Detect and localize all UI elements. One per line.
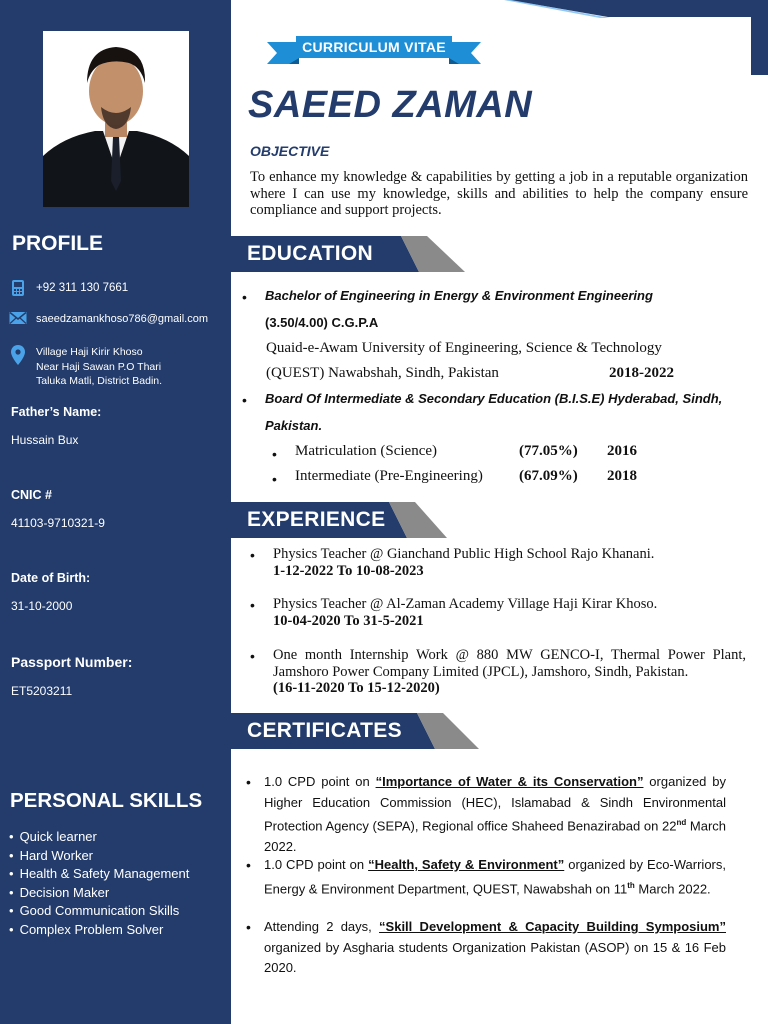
objective-heading: OBJECTIVE	[250, 143, 330, 159]
email-address: saeedzamankhoso786@gmail.com	[36, 313, 208, 325]
experience-text: Physics Teacher @ Gianchand Public High School Rajo Khanani.	[273, 546, 655, 562]
address-line: Taluka Matli, District Badin.	[36, 375, 163, 387]
email-row	[8, 311, 208, 326]
experience-item	[273, 546, 746, 579]
edu-row-year: 2018	[607, 468, 637, 484]
cnic-value: 41103-9710321-9	[11, 516, 105, 530]
certificate-item	[264, 772, 726, 857]
experience-item	[273, 596, 746, 629]
experience-text: Physics Teacher @ Al-Zaman Academy Village Haji Kirar Khoso.	[273, 596, 658, 612]
skills-list	[9, 828, 189, 939]
experience-text: One month Internship Work @ 880 MW GENCO-I, Thermal Power Plant, Jamshoro Power Company Limited (JPCL), Jamshoro, Sindh, Pakistan.	[273, 647, 746, 680]
bullet: •	[250, 547, 255, 563]
certificate-pre: 1.0 CPD point on	[264, 774, 376, 789]
bullet: •	[272, 446, 277, 462]
experience-dates: 10-04-2020 To 31-5-2021	[273, 612, 424, 629]
objective-text: To enhance my knowledge & capabilities by getting a job in a reputable organization where I can use my knowledge, skills and abilities to help the company ensure compliance and support projects.	[250, 169, 748, 218]
certificate-title: “Skill Development & Capacity Building Symposium”	[379, 919, 726, 934]
profile-photo	[43, 31, 189, 207]
bullet: •	[242, 392, 247, 408]
edu-row-year: 2016	[607, 443, 637, 459]
fathers-name: Hussain Bux	[11, 433, 79, 447]
certificate-date: March 2022.	[634, 880, 711, 896]
address-line: Near Haji Sawan P.O Thari	[36, 360, 162, 373]
address	[36, 345, 162, 389]
experience-heading: EXPERIENCE	[247, 508, 386, 531]
profile-heading: PROFILE	[12, 232, 104, 255]
university-location: (QUEST) Nawabshah, Sindh, Pakistan	[266, 365, 499, 381]
certificate-title: “Importance of Water & its Conservation”	[375, 774, 644, 789]
location-pin-icon	[8, 345, 28, 365]
degree-title: Bachelor of Engineering in Energy & Environment Engineering	[265, 288, 653, 303]
bullet: •	[246, 857, 251, 873]
bullet: •	[250, 648, 255, 664]
passport-value: ET5203211	[11, 684, 73, 698]
certificates-heading: CERTIFICATES	[247, 719, 402, 742]
certificate-pre: Attending 2 days,	[264, 919, 380, 934]
corner-decoration	[468, 0, 768, 75]
education-heading: EDUCATION	[247, 242, 373, 265]
edu-row-name: Matriculation (Science)	[295, 443, 438, 459]
phone-row	[8, 279, 128, 297]
cgpa: (3.50/4.00) C.G.P.A	[265, 315, 379, 330]
university-name: Quaid-e-Awam University of Engineering, Science & Technology	[266, 340, 662, 356]
bullet: •	[272, 471, 277, 487]
experience-dates: (16-11-2020 To 15-12-2020)	[273, 680, 440, 696]
list-item: • Quick learner	[9, 828, 189, 847]
certificate-pre: 1.0 CPD point on	[264, 857, 369, 872]
bullet: •	[242, 289, 247, 305]
bullet: •	[246, 919, 251, 935]
certificate-title: “Health, Safety & Environment”	[368, 857, 565, 872]
certificate-item	[264, 855, 726, 899]
bullet: •	[246, 774, 251, 790]
cv-ribbon-title: CURRICULUM VITAE	[296, 36, 452, 58]
experience-item	[273, 647, 746, 697]
sidebar	[0, 0, 231, 1024]
list-item: • Health & Safety Management	[9, 865, 189, 884]
mail-icon	[8, 311, 28, 325]
certificate-ordinal: nd	[676, 818, 687, 827]
edu-row-name: Intermediate (Pre-Engineering)	[295, 468, 483, 484]
edu-row-score: (77.05%)	[519, 443, 578, 459]
address-line: Village Haji Kirir Khoso	[36, 346, 143, 358]
fathers-name-label: Father’s Name:	[11, 405, 102, 419]
degree-years: 2018-2022	[609, 365, 674, 381]
certificate-ordinal: th	[627, 880, 635, 890]
certificate-date: March 2022.	[264, 818, 726, 854]
candidate-name: SAEED ZAMAN	[248, 84, 533, 126]
edu-row-score: (67.09%)	[519, 468, 578, 484]
experience-dates: 1-12-2022 To 10-08-2023	[273, 562, 424, 579]
bullet: •	[250, 597, 255, 613]
address-row	[8, 345, 162, 389]
certificate-desc: organized by Asgharia students Organization Pakistan (ASOP) on 15 & 16 Feb 2020.	[264, 939, 726, 975]
certificate-desc: organized by Eco-Warriors, Energy & Environment Department, QUEST, Nawabshah on 11	[264, 857, 726, 896]
certificate-item	[264, 917, 726, 979]
list-item: • Good Communication Skills	[9, 902, 189, 921]
phone-number: +92 311 130 7661	[36, 282, 129, 294]
board-title-cont: Pakistan.	[265, 418, 323, 433]
list-item: • Hard Worker	[9, 847, 189, 866]
list-item: • Complex Problem Solver	[9, 921, 189, 940]
personal-skills-heading: PERSONAL SKILLS	[10, 789, 203, 812]
passport-label: Passport Number:	[11, 654, 133, 670]
dob-label: Date of Birth:	[11, 571, 91, 585]
dob-value: 31-10-2000	[11, 599, 73, 613]
cnic-label: CNIC #	[11, 488, 52, 502]
board-title: Board Of Intermediate & Secondary Education (B.I.S.E) Hyderabad, Sindh,	[265, 391, 723, 406]
phone-icon	[8, 279, 28, 297]
certificate-desc: organized by Higher Education Commission (HEC), Islamabad & Sindh Environmental Protection Agency (SEPA), Regional office Shaheed Benazirabad on 22	[264, 774, 726, 834]
list-item: • Decision Maker	[9, 884, 189, 903]
